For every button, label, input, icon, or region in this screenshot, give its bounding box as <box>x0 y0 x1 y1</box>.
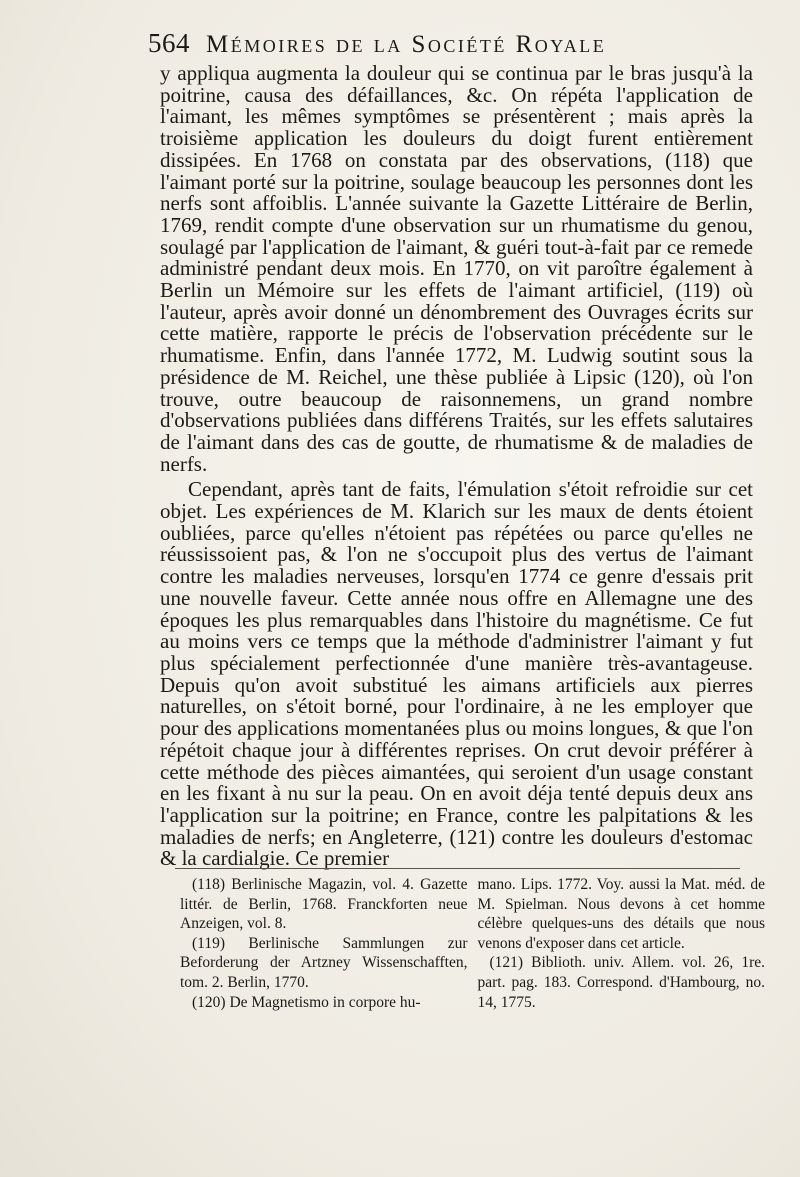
footnote-120: (120) De Magnetismo in corpore hu- <box>192 993 421 1011</box>
footnote-119: (119) Berlinische Sammlungen zur Beforderung der Artzney Wissenschafften, tom. 2. Berlin, 1770. <box>180 934 468 991</box>
footnote-rule <box>175 868 740 869</box>
running-title: Mémoires de la Société Royale <box>206 31 607 58</box>
paragraph-2: Cependant, après tant de faits, l'émulation s'étoit refroidie sur cet objet. Les expériences de M. Klarich sur les maux de dents étoient oubliées, parce qu'elles n'étoient pas répétées ou parce qu'elles ne réussissoient pas, & l'on ne s'occupoit plus des vertus de l'aimant contre les maladies nerveuses, lorsqu'en 1774 ce genre d'essais prit une nouvelle faveur. Cette année nous offre en Allemagne une des époques les plus remarquables dans l'histoire du magnétisme. Ce fut au moins vers ce temps que la méthode d'administrer l'aimant y fut plus spécialement perfectionnée d'une manière très-avantageuse. Depuis qu'on avoit substitué les aimans artificiels aux pierres naturelles, on s'étoit borné, pour l'ordinaire, à ne les employer que pour des applications momentanées plus ou moins longues, & que l'on répétoit chaque jour à différentes reprises. On crut devoir préférer à cette méthode des pièces aimantées, qui seroient d'un usage constant en les fixant à nu sur la peau. On en avoit déja tenté depuis deux ans l'application sur la poitrine; en France, contre les palpitations & les maladies de nerfs; en Angleterre, (121) contre les douleurs d'estomac & la cardialgie. Ce premier <box>160 477 753 871</box>
paragraph-1: y appliqua augmenta la douleur qui se continua par le bras jusqu'à la poitrine, causa des défaillances, &c. On répéta l'application de l'aimant, les mêmes symptômes se présentèrent ; mais après la troisième application les douleurs du doigt furent entièrement dissipées. En 1768 on constata par des observations, (118) que l'aimant porté sur la poitrine, soulage beaucoup les personnes dont les nerfs sont affoiblis. L'année suivante la Gazette Littéraire de Berlin, 1769, rendit compte d'une observation sur un rhumatisme du genou, soulagé par l'application de l'aimant, & guéri tout-à-fait par ce remede administré pendant deux mois. En 1770, on vit paroître également à Berlin un Mémoire sur les effets de l'aimant artificiel, (119) où l'auteur, après avoir donné un dénombrement des Ouvrages écrits sur cette matière, rapporte le précis de l'observation précédente sur le rhumatisme. Enfin, dans l'année 1772, M. Ludwig soutint sous la présidence de M. Reichel, une thèse publiée à Lipsic (120), où l'on trouve, outre beaucoup de raisonnemens, un grand nombre d'observations publiées dans différens Traités, sur les effets salutaires de l'aimant dans des cas de goutte, de rhumatisme & de maladies de nerfs. <box>160 61 753 476</box>
main-text <box>160 63 753 870</box>
page-number: 564 <box>148 28 190 58</box>
footnote-120-continued: mano. Lips. 1772. Voy. aussi la Mat. méd. de M. Spielman. Nous devons à cet homme célèbre quelques-uns des détails que nous venons d'exposer dans cet article. <box>477 876 765 952</box>
footnote-118: (118) Berlinische Magazin, vol. 4. Gazette littér. de Berlin, 1768. Franckforten neue Anzeigen, vol. 8. <box>180 876 468 933</box>
footnote-column-left <box>180 875 468 1012</box>
footnote-column-right <box>478 875 766 1012</box>
footnote-121: (121) Biblioth. univ. Allem. vol. 26, 1re. part. pag. 183. Correspond. d'Hambourg, no. 14, 1775. <box>477 954 765 1011</box>
page-header <box>148 28 748 62</box>
footnotes <box>180 875 765 1012</box>
